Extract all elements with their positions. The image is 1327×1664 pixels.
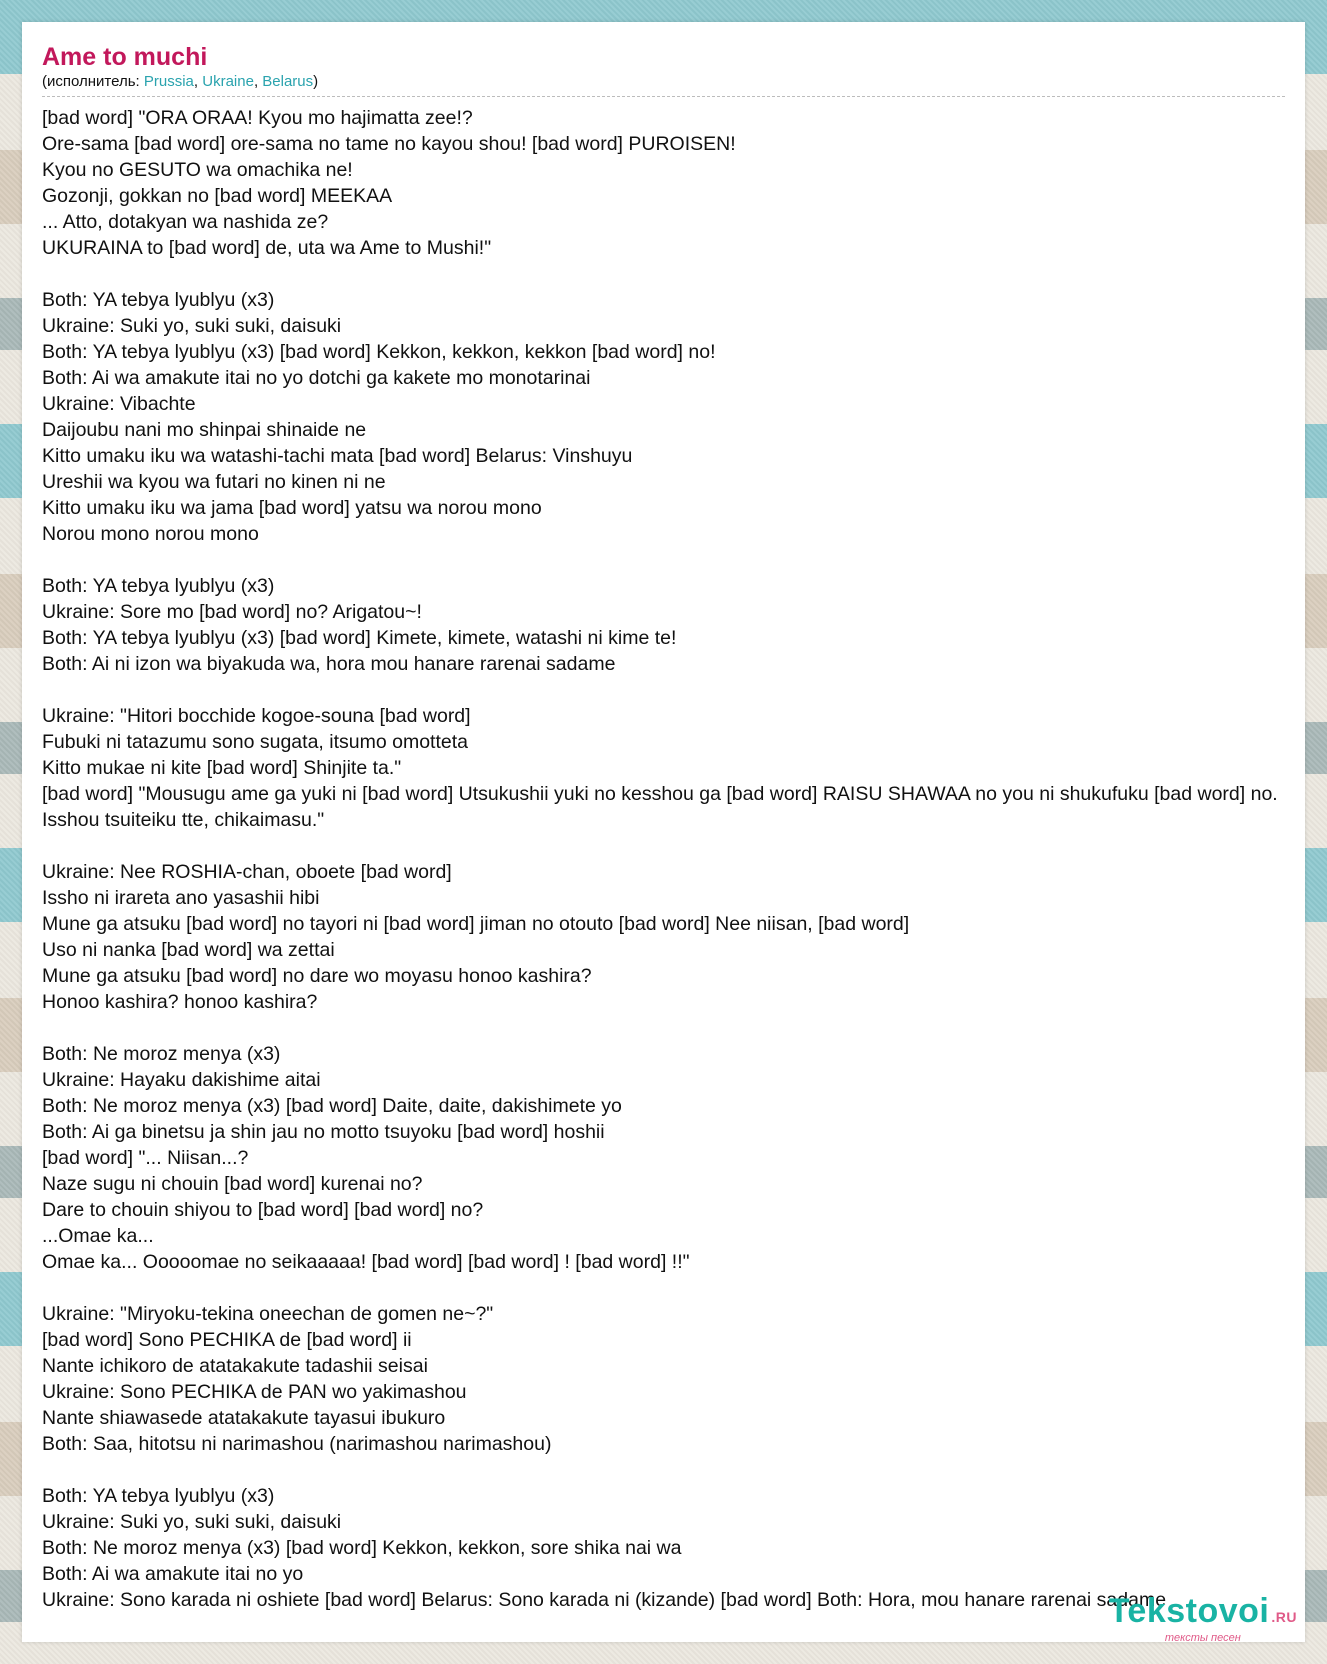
song-panel [22, 22, 1305, 1642]
stanza-break [42, 677, 1285, 703]
lyric-line: Uso ni nanka [bad word] wa zettai [42, 939, 335, 961]
lyric-line: Both: YA tebya lyublyu (x3) [42, 289, 275, 311]
song-title: Ame to muchi [42, 43, 208, 71]
lyric-line: Both: YA tebya lyublyu (x3) [42, 1485, 275, 1507]
lyric-line: Both: Saa, hitotsu ni narimashou (narimashou narimashou) [42, 1433, 552, 1455]
performer-sep: , [193, 73, 203, 90]
logo-tld: .RU [1271, 1609, 1297, 1625]
performer-line [42, 72, 1285, 97]
lyric-line: Gozonji, gokkan no [bad word] MEEKAA [42, 185, 393, 207]
stanza-break [42, 1457, 1285, 1483]
lyric-line: Kitto mukae ni kite [bad word] Shinjite ta." [42, 757, 402, 779]
lyric-line: Ukraine: Suki yo, suki suki, daisuki [42, 315, 342, 337]
lyric-line: Kyou no GESUTO wa omachika ne! [42, 159, 353, 181]
lyric-line: Both: Ne moroz menya (x3) [bad word] Kekkon, kekkon, sore shika nai wa [42, 1537, 682, 1559]
lyric-line: Naze sugu ni chouin [bad word] kurenai no? [42, 1173, 423, 1195]
lyric-line: Both: Ai wa amakute itai no yo [42, 1563, 304, 1585]
stanza-break [42, 547, 1285, 573]
lyric-line: Daijoubu nani mo shinpai shinaide ne [42, 419, 367, 441]
lyric-line: Both: Ai ga binetsu ja shin jau no motto tsuyoku [bad word] hoshii [42, 1121, 605, 1143]
logo-tagline: тексты песен [1164, 1632, 1241, 1644]
lyric-line: ... Atto, dotakyan wa nashida ze? [42, 211, 329, 233]
stanza-break [42, 1015, 1285, 1041]
lyric-line: [bad word] "Mousugu ame ga yuki ni [bad word] Utsukushii yuki no kesshou ga [bad word] RAISU SHAWAA no you ni shukufuku [bad word] no. [42, 783, 1278, 805]
lyric-line: Both: Ai ni izon wa biyakuda wa, hora mou hanare rarenai sadame [42, 653, 616, 675]
lyric-line: Ukraine: "Miryoku-tekina oneechan de gomen ne~?" [42, 1303, 494, 1325]
performer-link-ukraine[interactable]: Ukraine [202, 73, 254, 90]
performer-prefix: (исполнитель: [42, 73, 144, 90]
stanza-break [42, 1275, 1285, 1301]
lyric-line: Issho ni irareta ano yasashii hibi [42, 887, 320, 909]
lyric-line: Both: YA tebya lyublyu (x3) [42, 575, 275, 597]
logo-name: Tekstovoi [1108, 1592, 1270, 1630]
lyric-line: Fubuki ni tatazumu sono sugata, itsumo omotteta [42, 731, 468, 753]
lyric-line: Nante shiawasede atatakakute tayasui ibukuro [42, 1407, 446, 1429]
performer-sep: , [253, 73, 263, 90]
lyric-line: Ukraine: Suki yo, suki suki, daisuki [42, 1511, 342, 1533]
lyric-line: Honoo kashira? honoo kashira? [42, 991, 318, 1013]
lyric-line: Kitto umaku iku wa jama [bad word] yatsu wa norou mono [42, 497, 542, 519]
lyric-line: Mune ga atsuku [bad word] no tayori ni [bad word] jiman no otouto [bad word] Nee niisan, [bad word] [42, 913, 910, 935]
lyric-line: Nante ichikoro de atatakakute tadashii seisai [42, 1355, 428, 1377]
performer-link-prussia[interactable]: Prussia [143, 73, 194, 90]
stanza-break [42, 833, 1285, 859]
lyric-line: Ukraine: Sono karada ni oshiete [bad word] Belarus: Sono karada ni (kizande) [bad word] Both: Hora, mou hanare rarenai sadame [42, 1589, 1167, 1611]
lyric-line: Ukraine: Nee ROSHIA-chan, oboete [bad word] [42, 861, 452, 883]
lyric-line: Ukraine: Vibachte [42, 393, 196, 415]
stanza-break [42, 261, 1285, 287]
performer-link-belarus[interactable]: Belarus [262, 73, 314, 90]
lyric-line: Ukraine: Sore mo [bad word] no? Arigatou~! [42, 601, 422, 623]
lyric-line: [bad word] "ORA ORAA! Kyou mo hajimatta zee!? [42, 107, 473, 129]
lyric-line: Both: Ai wa amakute itai no yo dotchi ga kakete mo monotarinai [42, 367, 591, 389]
lyric-line: Omae ka... Ooooomae no seikaaaaa! [bad word] [bad word] ! [bad word] !!" [42, 1251, 690, 1273]
lyric-line: Norou mono norou mono [42, 523, 259, 545]
logo-wordmark [1109, 1594, 1297, 1634]
lyric-line: Dare to chouin shiyou to [bad word] [bad word] no? [42, 1199, 484, 1221]
lyric-line: ...Omae ka... [42, 1225, 154, 1247]
lyric-line: Both: YA tebya lyublyu (x3) [bad word] Kimete, kimete, watashi ni kime te! [42, 627, 677, 649]
lyric-line: Both: Ne moroz menya (x3) [42, 1043, 281, 1065]
lyric-line: Ukraine: "Hitori bocchide kogoe-souna [bad word] [42, 705, 471, 727]
lyric-line: Both: Ne moroz menya (x3) [bad word] Daite, daite, dakishimete yo [42, 1095, 622, 1117]
lyric-line: [bad word] "... Niisan...? [42, 1147, 249, 1169]
performer-suffix: ) [313, 73, 319, 90]
lyric-line: Ukraine: Hayaku dakishime aitai [42, 1069, 321, 1091]
lyric-line: Ukraine: Sono PECHIKA de PAN wo yakimashou [42, 1381, 467, 1403]
lyric-line: Ureshii wa kyou wa futari no kinen ni ne [42, 471, 386, 493]
lyric-line: Kitto umaku iku wa watashi-tachi mata [bad word] Belarus: Vinshuyu [42, 445, 633, 467]
site-logo[interactable] [1109, 1594, 1297, 1644]
lyric-line: [bad word] Sono PECHIKA de [bad word] ii [42, 1329, 412, 1351]
lyric-line: Ore-sama [bad word] ore-sama no tame no kayou shou! [bad word] PUROISEN! [42, 133, 736, 155]
lyrics-text [42, 105, 1285, 1613]
lyric-line: Isshou tsuiteiku tte, chikaimasu." [42, 809, 325, 831]
lyric-line: Both: YA tebya lyublyu (x3) [bad word] Kekkon, kekkon, kekkon [bad word] no! [42, 341, 716, 363]
lyric-line: Mune ga atsuku [bad word] no dare wo moyasu honoo kashira? [42, 965, 592, 987]
lyric-line: UKURAINA to [bad word] de, uta wa Ame to Mushi!" [42, 237, 492, 259]
